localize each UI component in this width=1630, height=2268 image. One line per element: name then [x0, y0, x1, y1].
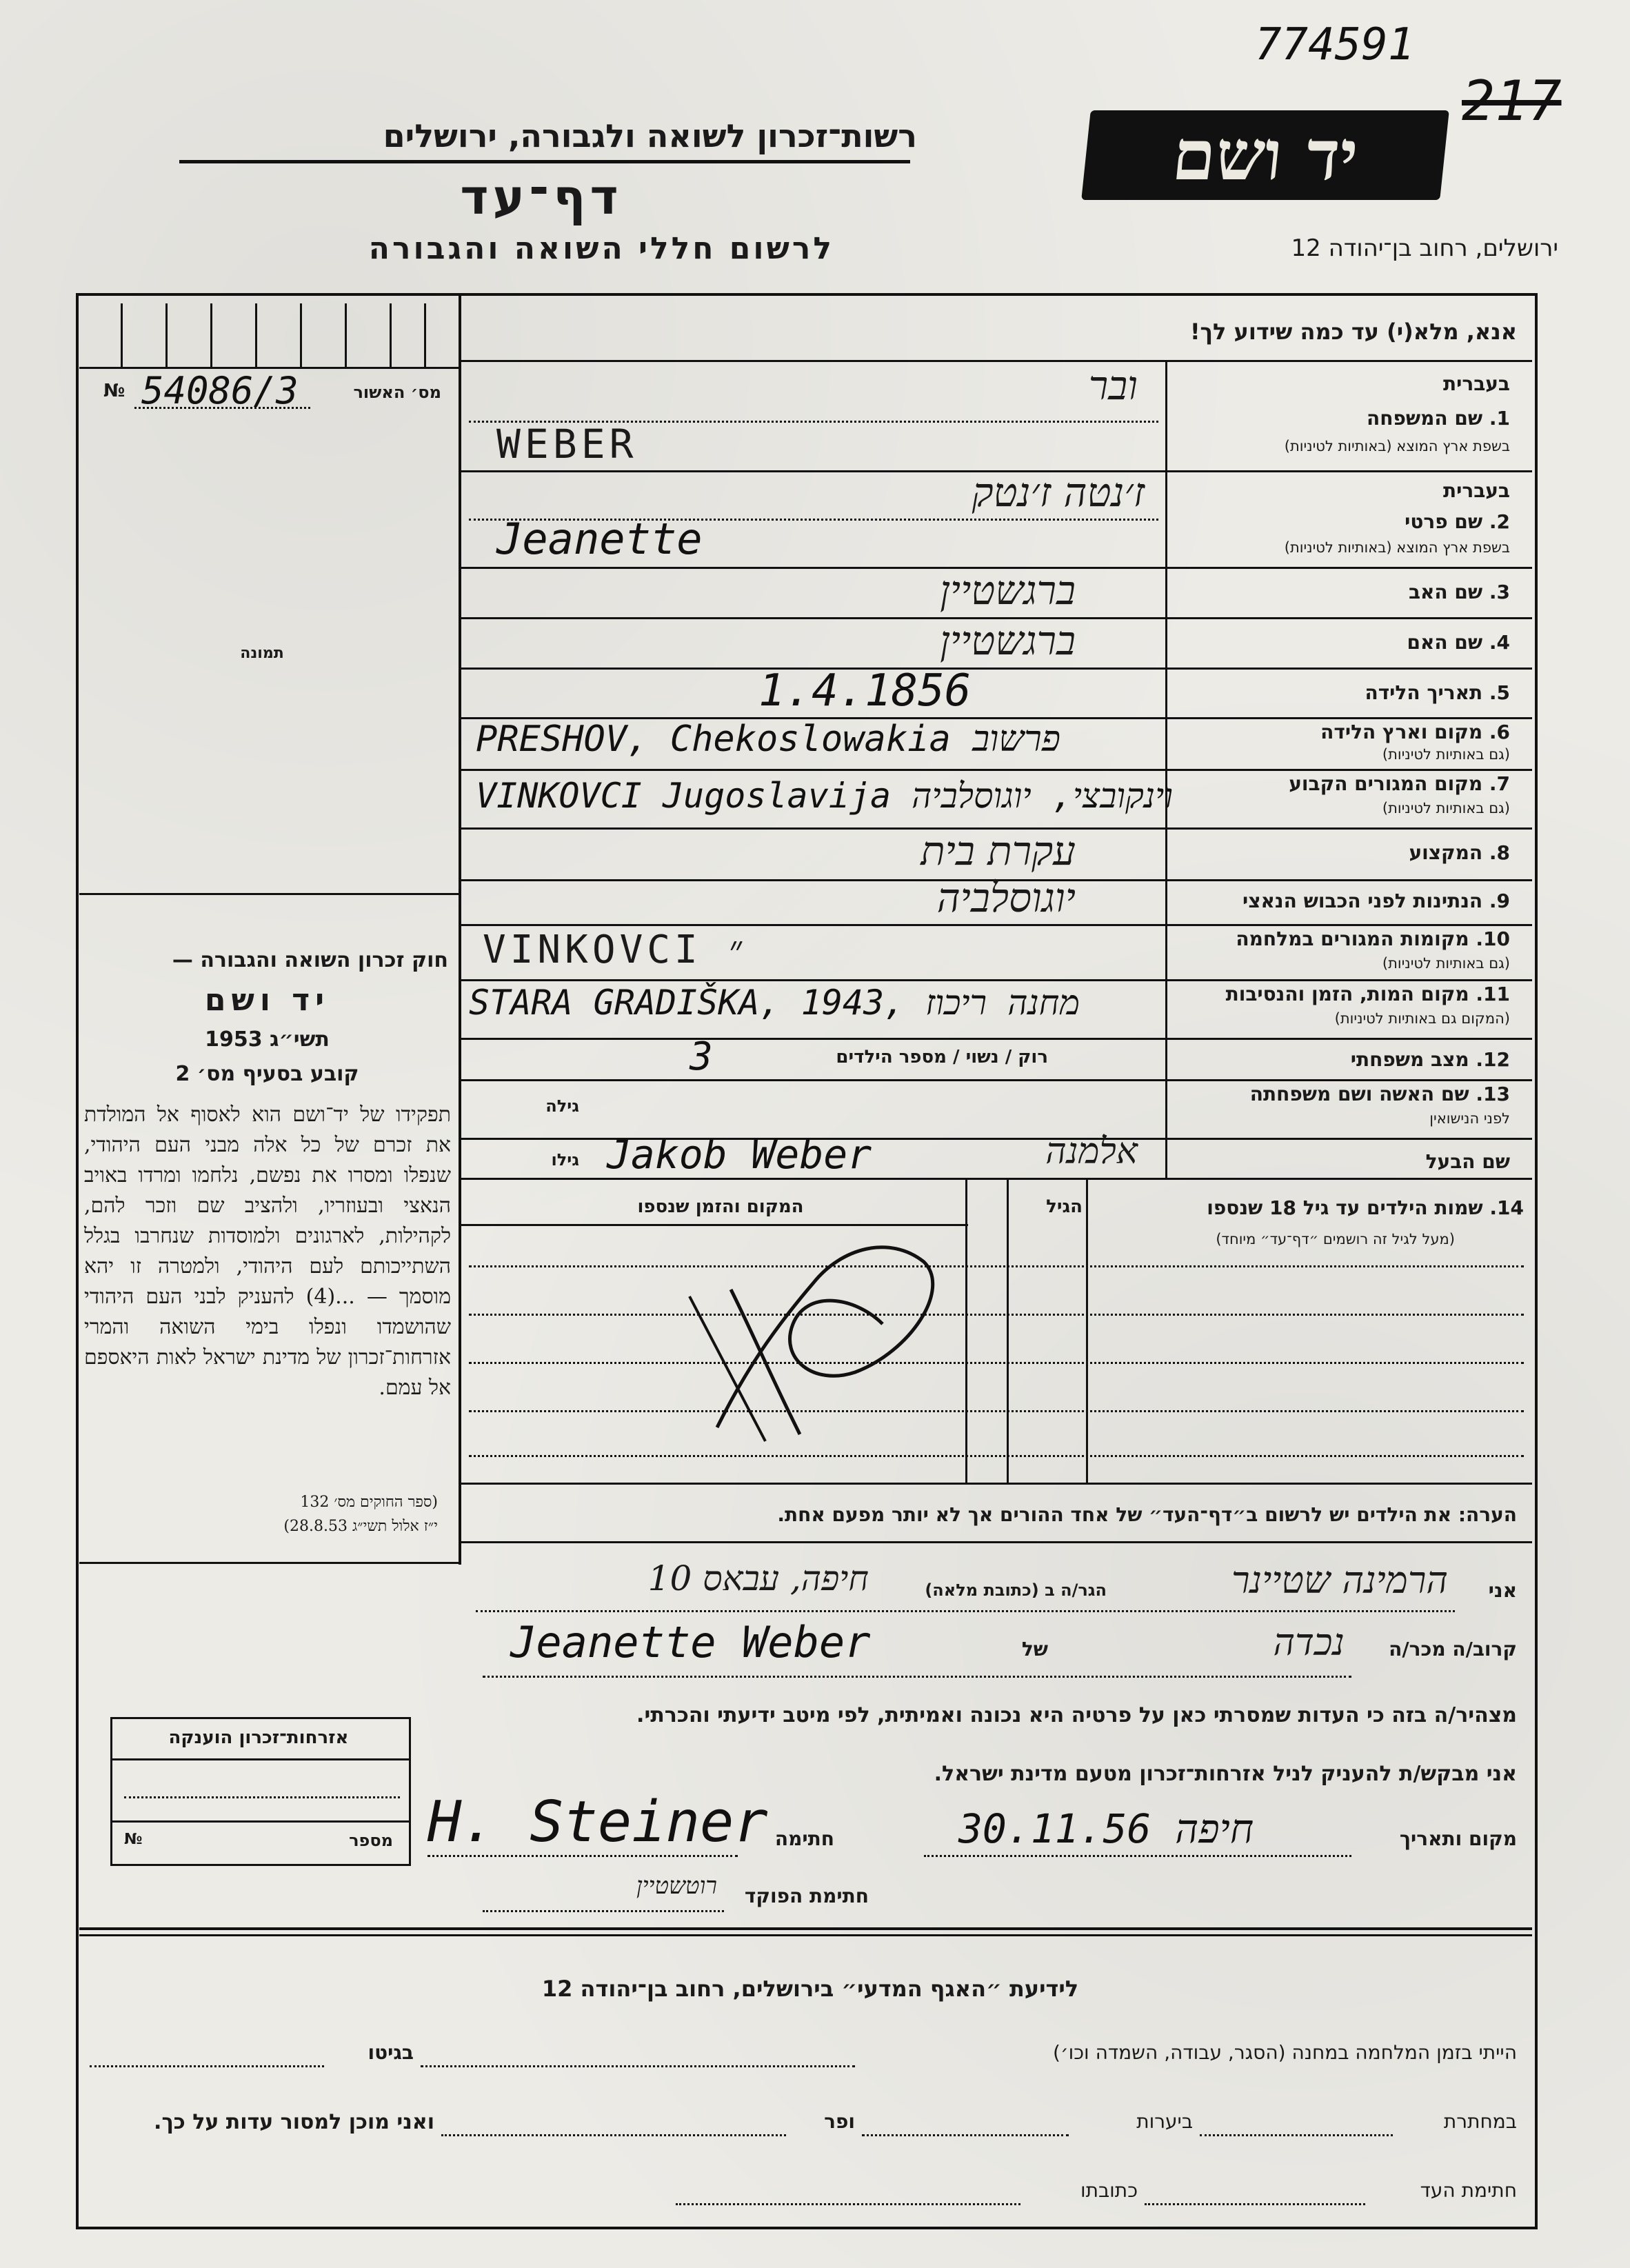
field11-label: 11. מקום המות, הזמן והנסיבות: [1225, 983, 1510, 1005]
witness-residing-label: הגר/ה ב (כתובת מלאה): [925, 1580, 1107, 1600]
citizenship-request: אני מבקש/ת להעניק לניל אזרחות־זכרון מטעם מדינת ישראל.: [934, 1762, 1517, 1786]
children-row: [469, 1314, 1524, 1316]
registration-prefix: №: [103, 381, 125, 401]
bottom-line3-b: כתובתו: [1080, 2179, 1138, 2202]
reg-box-divider: [345, 303, 347, 367]
law-clause: קובע בסעיף מס׳ 2: [175, 1062, 359, 1086]
field7-value: VINKOVCI Jugoslavija וינקובצי, יוגוסלביה: [476, 776, 1174, 816]
authority-name: רשות־זכרון לשואה ולגבורה, ירושלים: [383, 117, 917, 154]
bottom-line3-a: חתימת העד: [1420, 2179, 1517, 2202]
signature-label: חתימה: [774, 1827, 834, 1850]
bottom-title: לידיעת ״האגף המדעי״ בירושלים, רחוב בן־יהודה 12: [541, 1976, 1079, 2002]
field12-options: רוק / נשוי / מספר הילדים: [836, 1047, 1048, 1067]
officer-label: חתימת הפוקד: [744, 1885, 869, 1907]
field8-value: עקרת בית: [920, 827, 1076, 874]
stamp-number: 774591: [1255, 19, 1415, 70]
bottom-line1-end: [90, 2065, 324, 2067]
row-line: [461, 668, 1532, 670]
left-column-divider: [459, 296, 461, 1565]
field1-heb-label: בעברית: [1442, 372, 1510, 395]
reg-box-divider: [300, 303, 302, 367]
bottom-line2-d: ואני מוכן למסור עדות על כך.: [154, 2110, 434, 2134]
reg-box-divider: [165, 303, 168, 367]
row-line: [461, 1079, 1532, 1081]
instruction: אנא, מלא(י) עד כמה שידוע לך!: [1189, 319, 1517, 345]
photo-label: תמונה: [240, 645, 284, 662]
officer-line: [483, 1910, 724, 1912]
photo-area-bottom: [79, 893, 460, 895]
cross-out-mark: [662, 1193, 979, 1455]
field3-value: ברגשטיין: [940, 567, 1076, 614]
field5-label: 5. תאריך הלידה: [1365, 681, 1510, 704]
children-row: [469, 1362, 1524, 1364]
field13-label: 13. שם האשה ושם משפחתה: [1249, 1083, 1510, 1105]
field2-heb-label: בעברית: [1442, 479, 1510, 502]
field1-latin-value: WEBER: [496, 421, 638, 468]
witness-ani: אני: [1488, 1579, 1517, 1602]
field6-note: (גם באותיות לטיניות): [1382, 746, 1510, 763]
field1-hebrew-value: ובר: [1088, 362, 1138, 409]
row-line: [461, 924, 1532, 926]
children-age-divider: [1007, 1179, 1009, 1483]
declaration: מצהיר/ה בזה כי העדות שמסרתי כאן על פרטיה היא נכונה ואמיתית, לפי מיטב ידיעתי והכרתי.: [636, 1703, 1517, 1727]
bottom-line2-c: ופר: [824, 2110, 855, 2133]
yad-vashem-logo: יד ושם: [1081, 110, 1449, 200]
children-row: [469, 1455, 1524, 1457]
form-subtitle: לרשום חללי השואה והגבורה: [368, 231, 834, 266]
field2-hebrew-value: ז׳נטה ז׳נטק: [972, 469, 1145, 516]
officer-signature: רוטשטיין: [636, 1872, 717, 1900]
field12-value: 3: [690, 1034, 713, 1079]
field8-label: 8. המקצוע: [1409, 841, 1510, 864]
bottom-separator-2: [79, 1934, 1532, 1936]
field1-label: 1. שם המשפחה: [1367, 407, 1510, 430]
law-year: תשי״ג 1953: [205, 1027, 330, 1052]
row-line: [461, 769, 1532, 771]
field9-label: 9. הנתינות לפני הכבוש הנאצי: [1242, 890, 1510, 912]
children-divider: [1086, 1179, 1088, 1483]
note-line: הערה: את הילדים יש לרשום ב״דף־העד״ של אחד ההורים אך לא יותר מפעם אחת.: [777, 1503, 1517, 1526]
field4-label: 4. שם האם: [1407, 631, 1510, 654]
citizenship-title-line: [110, 1758, 411, 1760]
field11-note: (המקום גם באותיות לטיניות): [1334, 1010, 1510, 1027]
law-title: חוק זכרון השואה והגבורה —: [172, 948, 448, 972]
witness-signature: H. Steiner: [427, 1789, 768, 1855]
registration-label: מס׳ האשור: [353, 383, 441, 402]
bottom-line1-fill: [421, 2065, 855, 2067]
field1-note: בשפת ארץ המוצא (באותיות לטיניות): [1284, 438, 1510, 454]
authority-underline: [179, 160, 910, 163]
children-label: 14. שמות הילדים עד גיל 18 שנספו: [1207, 1196, 1524, 1219]
field11-value: STARA GRADIŠKA, 1943, מחנה ריכוז: [469, 983, 1080, 1023]
field12-label: 12. מצב משפחתי: [1350, 1048, 1510, 1071]
field2-note: בשפת ארץ המוצא (באותיות לטיניות): [1284, 539, 1510, 556]
children-row: [469, 1410, 1524, 1412]
field2-label: 2. שם פרטי: [1405, 510, 1510, 533]
reg-box-divider: [424, 303, 426, 367]
field7-label: 7. מקום המגורים הקבוע: [1289, 772, 1510, 795]
widow-note: אלמנה: [1045, 1131, 1138, 1172]
witness-address: חיפה, עבאס 10: [647, 1558, 869, 1598]
children-bottom: [461, 1483, 1532, 1485]
reg-box-divider: [390, 303, 392, 367]
bottom-line1-a: הייתי בזמן המלחמה במחנה (הסגר, עבודה, השמדה וכו׳): [1053, 2041, 1517, 2064]
bottom-line1-b: בגיטו: [368, 2041, 414, 2064]
bottom-line2-fill-a: [1200, 2134, 1393, 2136]
reg-box-divider: [210, 303, 212, 367]
children-row: [469, 1265, 1524, 1267]
field13-age-label: גילה: [545, 1096, 579, 1116]
bottom-line2-a: במחתרת: [1443, 2110, 1517, 2133]
registration-dots: [134, 407, 310, 409]
row-line: [461, 979, 1532, 981]
corner-number: 217: [1462, 69, 1562, 133]
citizenship-mid-line: [110, 1820, 411, 1823]
bottom-line2-fill-c: [441, 2134, 786, 2136]
law-source-date: י״ז אלול תשי״ג 28.8.53): [283, 1518, 438, 1535]
law-source: (ספר החוקים מס׳ 132: [300, 1494, 438, 1511]
place-date-label: מקום ותאריך: [1399, 1827, 1517, 1850]
citizenship-title: אזרחות־זכרון הוענקה: [168, 1727, 349, 1748]
law-name: יד ושם: [204, 983, 330, 1018]
field2-latin-value: Jeanette: [496, 514, 703, 564]
of-label: של: [1021, 1638, 1048, 1660]
reg-box-divider: [121, 303, 123, 367]
row-line: [461, 1038, 1532, 1040]
of-name: Jeanette Weber: [510, 1617, 871, 1667]
field7-note: (גם באותיות לטיניות): [1382, 800, 1510, 816]
row-line: [461, 1178, 1532, 1180]
field6-label: 6. מקום וארץ הלידה: [1320, 721, 1510, 743]
field6-value: PRESHOV, Chekoslowakia פרשוב: [476, 719, 1061, 760]
bottom-line3-fill-a: [1145, 2203, 1365, 2205]
relation-label: קרוב/ה מכר/ה: [1389, 1638, 1517, 1660]
place-date-value: 30.11.56 חיפה: [958, 1805, 1254, 1852]
bottom-line3-fill-b: [676, 2203, 1020, 2205]
field5-value: 1.4.1856: [758, 665, 972, 716]
address: ירושלים, רחוב בן־יהודה 12: [1291, 234, 1558, 262]
law-body: תפקידו של יד־ושם הוא לאסוף אל המולדת את זכרם של כל אלה מבני העם היהודי, שנפלו ומסרו את נפשם, נלחמו ומרדו באויב הנאצי ובעוזריו, ולהציב שם וזכר להם, לקהילות, לארגונים ולמוסדות שנחרבו בגלל השתייכותם לעם היהודי, ולמטרה זו יהא מוסמך — ...(4) להעניק לבני העם היהודי שהושמדו ונפלו בימי השואה והמרי אזרחות־זכרון של מדינת ישראל לאות היאספם אל עמם.: [84, 1103, 451, 1400]
bottom-separator: [79, 1927, 1532, 1930]
husband-name: Jakob Weber: [607, 1131, 872, 1178]
form-title: דף־עד: [460, 169, 623, 225]
citizenship-number-label: מספר: [349, 1831, 393, 1850]
husband-label: שם הבעל: [1425, 1150, 1510, 1173]
citizenship-line: [124, 1796, 400, 1798]
field10-value: VINKOVCI ״: [483, 927, 748, 972]
field4-value: ברגשטיין: [940, 617, 1076, 664]
witness-line1: [476, 1610, 1455, 1612]
field10-note: (גם באותיות לטיניות): [1382, 955, 1510, 972]
field9-value: יוגוסלביה: [936, 874, 1076, 921]
witness-line2: [483, 1676, 1351, 1678]
signature-line: [427, 1855, 738, 1857]
children-place-col: המקום והזמן שנספו: [637, 1196, 804, 1217]
witness-name: הרמינה שטיינר: [1231, 1558, 1448, 1602]
children-note: (מעל לגיל זה רושמים ״דף־עד״ מיוחד): [1216, 1231, 1455, 1247]
field3-label: 3. שם האב: [1408, 581, 1510, 603]
registration-number: 54086/3: [141, 369, 299, 412]
bottom-line2-fill-b: [862, 2134, 1069, 2136]
note-underline: [461, 1541, 1532, 1543]
reg-box-divider: [255, 303, 257, 367]
law-box-bottom: [79, 1562, 460, 1564]
relation-value: נכדה: [1273, 1620, 1345, 1664]
citizenship-prefix: №: [124, 1831, 143, 1848]
place-date-line: [924, 1855, 1351, 1857]
husband-age-label: גילו: [551, 1150, 579, 1170]
bottom-line2-b: ביערות: [1136, 2110, 1193, 2133]
children-age-col: הגיל: [1046, 1196, 1083, 1217]
field10-label: 10. מקומות המגורים במלחמה: [1236, 927, 1510, 950]
field13-note: לפני הנישואין: [1429, 1110, 1510, 1127]
